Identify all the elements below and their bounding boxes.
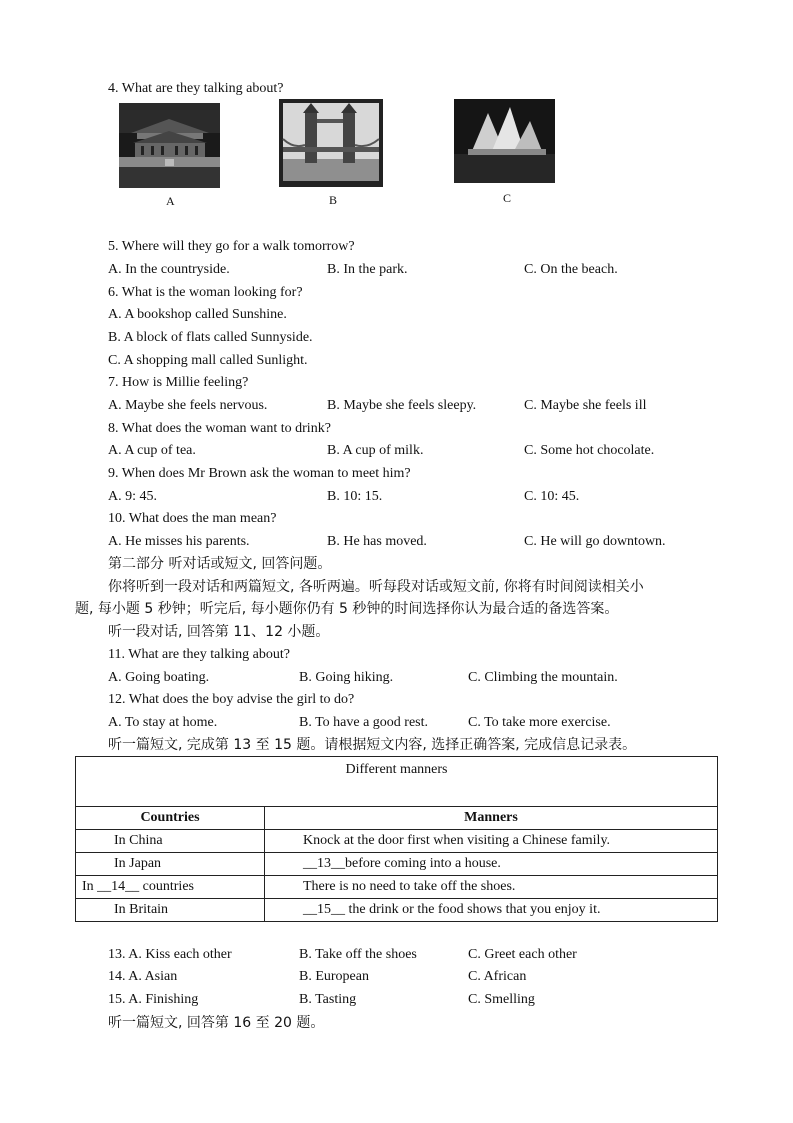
option-5a: A. In the countryside.: [108, 262, 230, 277]
option-9b: B. 10: 15.: [327, 489, 383, 504]
table-row: [76, 876, 718, 899]
option-15a: 15. A. Finishing: [108, 992, 199, 1007]
option-7c: C. Maybe she feels ill: [524, 398, 647, 413]
table-header-manners: Manners: [265, 807, 718, 830]
section-passage-instruction: 听一篇短文, 完成第 13 至 15 题。请根据短文内容, 选择正确答案, 完成信息记录表。: [108, 737, 637, 753]
table-cell-country: In Japan: [76, 853, 265, 876]
option-14c: C. African: [468, 969, 527, 984]
option-7b: B. Maybe she feels sleepy.: [327, 398, 477, 413]
question-6: 6. What is the woman looking for?: [108, 285, 303, 300]
option-14b: B. European: [299, 969, 369, 984]
table-cell-country: In __14__ countries: [76, 876, 265, 899]
tiananmen-photo: [119, 103, 220, 188]
option-8a: A. A cup of tea.: [108, 443, 196, 458]
option-6a: A. A bookshop called Sunshine.: [108, 307, 287, 322]
image-label-c: C: [503, 191, 512, 205]
option-13a: 13. A. Kiss each other: [108, 947, 232, 962]
image-label-b: B: [329, 193, 338, 207]
option-9a: A. 9: 45.: [108, 489, 157, 504]
question-9: 9. When does Mr Brown ask the woman to meet him?: [108, 466, 411, 481]
option-5c: C. On the beach.: [524, 262, 618, 277]
table-row: [76, 830, 718, 853]
table-cell-manner: There is no need to take off the shoes.: [265, 876, 718, 899]
section-passage2-instruction: 听一篇短文, 回答第 16 至 20 题。: [108, 1015, 325, 1031]
table-cell-manner: __15__ the drink or the food shows that you enjoy it.: [265, 899, 718, 922]
option-13b: B. Take off the shoes: [299, 947, 417, 962]
option-8b: B. A cup of milk.: [327, 443, 424, 458]
option-12a: A. To stay at home.: [108, 715, 218, 730]
option-6c: C. A shopping mall called Sunlight.: [108, 353, 308, 368]
option-11c: C. Climbing the mountain.: [468, 670, 618, 685]
table-cell-manner: Knock at the door first when visiting a Chinese family.: [265, 830, 718, 853]
question-12: 12. What does the boy advise the girl to do?: [108, 692, 355, 707]
table-cell-manner: __13__before coming into a house.: [265, 853, 718, 876]
tower-bridge-photo: [279, 99, 383, 187]
table-row: [76, 853, 718, 876]
question-10: 10. What does the man mean?: [108, 511, 277, 526]
option-10b: B. He has moved.: [327, 534, 427, 549]
option-12c: C. To take more exercise.: [468, 715, 611, 730]
option-14a: 14. A. Asian: [108, 969, 178, 984]
image-label-a: A: [166, 194, 175, 208]
option-15b: B. Tasting: [299, 992, 357, 1007]
table-title: Different manners: [76, 757, 718, 807]
option-9c: C. 10: 45.: [524, 489, 580, 504]
question-11: 11. What are they talking about?: [108, 647, 290, 662]
table-cell-country: In Britain: [76, 899, 265, 922]
question-7: 7. How is Millie feeling?: [108, 375, 249, 390]
option-12b: B. To have a good rest.: [299, 715, 429, 730]
option-10c: C. He will go downtown.: [524, 534, 666, 549]
option-13c: C. Greet each other: [468, 947, 577, 962]
option-10a: A. He misses his parents.: [108, 534, 250, 549]
question-5: 5. Where will they go for a walk tomorrow?: [108, 239, 355, 254]
section-dialogue-instruction: 听一段对话, 回答第 11、12 小题。: [108, 624, 330, 640]
option-6b: B. A block of flats called Sunnyside.: [108, 330, 313, 345]
option-15c: C. Smelling: [468, 992, 535, 1007]
table-row: [76, 899, 718, 922]
manners-table: [75, 756, 718, 922]
sydney-opera-house-photo: [454, 99, 555, 183]
option-11b: B. Going hiking.: [299, 670, 394, 685]
question-8: 8. What does the woman want to drink?: [108, 421, 331, 436]
table-cell-country: In China: [76, 830, 265, 853]
part2-instructions-line1: 你将听到一段对话和两篇短文, 各听两遍。听每段对话或短文前, 你将有时间阅读相关小: [108, 579, 644, 595]
part2-heading: 第二部分 听对话或短文, 回答问题。: [108, 556, 332, 572]
part2-instructions-line2: 题, 每小题 5 秒钟；听完后, 每小题你仍有 5 秒钟的时间选择你认为最合适的备选答案。: [75, 601, 619, 617]
option-11a: A. Going boating.: [108, 670, 210, 685]
question-4: 4. What are they talking about?: [108, 81, 284, 96]
table-header-countries: Countries: [76, 807, 265, 830]
option-8c: C. Some hot chocolate.: [524, 443, 655, 458]
option-5b: B. In the park.: [327, 262, 408, 277]
option-7a: A. Maybe she feels nervous.: [108, 398, 268, 413]
